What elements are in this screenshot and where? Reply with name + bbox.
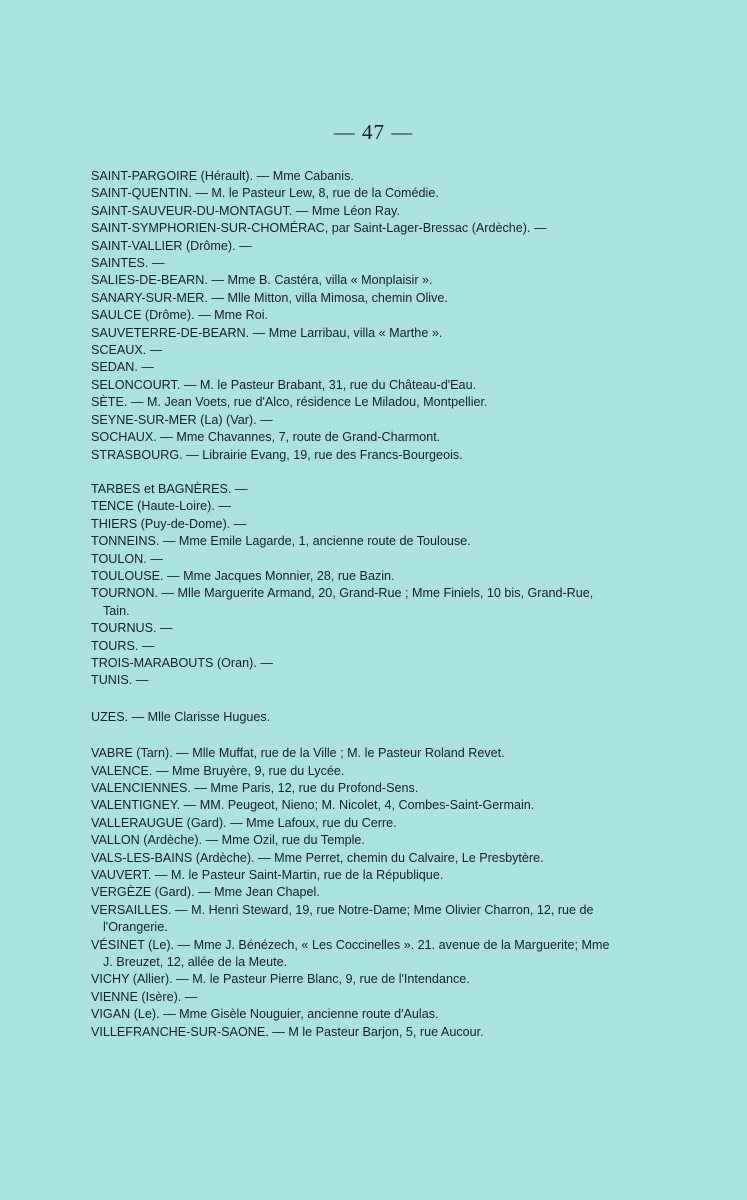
list-item: SELONCOURT. — M. le Pasteur Brabant, 31, rue du Château-d'Eau. [91, 377, 477, 392]
list-item: VERSAILLES. — M. Henri Steward, 19, rue Notre-Dame; Mme Olivier Charron, 12, rue de l'Orangerie. [91, 902, 594, 935]
list-item: STRASBOURG. — Librairie Evang, 19, rue des Francs-Bourgeois. [91, 447, 463, 462]
list-item: SCEAUX. — [91, 343, 163, 358]
list-item: SEYNE-SUR-MER (La) (Var). — [91, 412, 273, 427]
list-item: TOURNON. — Mlle Marguerite Armand, 20, Grand-Rue ; Mme Finiels, 10 bis, Grand-Rue, Tain. [91, 586, 594, 618]
list-item: VIENNE (Isère). — [91, 989, 198, 1004]
list-item: SAULCE (Drôme). — Mme Roi. [91, 308, 269, 323]
section-divider [91, 690, 621, 709]
list-item: SEDAN. — [91, 360, 154, 375]
list-item: VALLON (Ardèche). — Mme Ozil, rue du Temple. [91, 833, 365, 848]
list-item: SAINTES. — [91, 256, 165, 271]
list-item: SALIES-DE-BEARN. — Mme B. Castéra, villa « Monplaisir ». [91, 273, 433, 288]
list-item: TOURS. — [91, 638, 155, 653]
list-item: VALENTIGNEY. — MM. Peugeot, Nieno; M. Nicolet, 4, Combes-Saint-Germain. [91, 798, 535, 813]
list-item: VÉSINET (Le). — Mme J. Bénézech, « Les Coccinelles ». 21. avenue de la Marguerite; Mme J. Breuzet, 12, allée de la Meute. [91, 937, 610, 970]
list-item: VABRE (Tarn). — Mlle Muffat, rue de la Ville ; M. le Pasteur Roland Revet. [91, 746, 505, 761]
list-item: TOULON. — [91, 551, 163, 566]
section-s [91, 168, 621, 464]
list-item: VIGAN (Le). — Mme Gisèle Nouguier, ancienne route d'Aulas. [91, 1007, 439, 1022]
list-item: TENCE (Haute-Loire). — [91, 499, 231, 514]
directory-listing [91, 168, 621, 1041]
list-item: VILLEFRANCHE-SUR-SAONE. — M le Pasteur Barjon, 5, rue Aucour. [91, 1024, 484, 1039]
list-item: THIERS (Puy-de-Dome). — [91, 516, 247, 531]
list-item: SAINT-SYMPHORIEN-SUR-CHOMÉRAC, par Saint-Lager-Bressac (Ardèche). — [91, 221, 547, 236]
page-number: — 47 — [333, 120, 414, 144]
list-item: VICHY (Allier). — M. le Pasteur Pierre Blanc, 9, rue de l'Intendance. [91, 972, 470, 987]
list-item: VALLERAUGUE (Gard). — Mme Lafoux, rue du Cerre. [91, 815, 397, 830]
list-item: SAINT-QUENTIN. — M. le Pasteur Lew, 8, rue de la Comédie. [91, 186, 439, 201]
list-item: TUNIS. — [91, 673, 149, 688]
section-v [91, 745, 621, 1041]
list-item: VALENCE. — Mme Bruyère, 9, rue du Lycée. [91, 763, 345, 778]
list-item: SAINT-VALLIER (Drôme). — [91, 238, 252, 253]
list-item: VERGÈZE (Gard). — Mme Jean Chapel. [91, 885, 320, 900]
section-divider [91, 464, 621, 481]
list-item: TONNEINS. — Mme Emile Lagarde, 1, ancienne route de Toulouse. [91, 534, 471, 549]
list-item: TARBES et BAGNÈRES. — [91, 481, 248, 496]
section-u [91, 709, 621, 726]
list-item: SAUVETERRE-DE-BEARN. — Mme Larribau, villa « Marthe ». [91, 325, 443, 340]
list-item: UZES. — Mlle Clarisse Hugues. [91, 709, 271, 724]
list-item: SANARY-SUR-MER. — Mlle Mitton, villa Mimosa, chemin Olive. [91, 290, 448, 305]
list-item: TOULOUSE. — Mme Jacques Monnier, 28, rue Bazin. [91, 568, 395, 583]
list-item: TROIS-MARABOUTS (Oran). — [91, 655, 273, 670]
list-item: SAINT-SAUVEUR-DU-MONTAGUT. — Mme Léon Ray. [91, 203, 400, 218]
list-item: VAUVERT. — M. le Pasteur Saint-Martin, rue de la République. [91, 868, 444, 883]
section-divider [91, 726, 621, 745]
list-item: VALENCIENNES. — Mme Paris, 12, rue du Profond-Sens. [91, 781, 419, 795]
list-item: SÈTE. — M. Jean Voets, rue d'Alco, résidence Le Miladou, Montpellier. [91, 395, 488, 410]
section-t [91, 481, 621, 690]
list-item: VALS-LES-BAINS (Ardèche). — Mme Perret, chemin du Calvaire, Le Presbytère. [91, 850, 544, 865]
list-item: TOURNUS. — [91, 621, 173, 636]
list-item: SOCHAUX. — Mme Chavannes, 7, route de Grand-Charmont. [91, 430, 441, 445]
list-item: SAINT-PARGOIRE (Hérault). — Mme Cabanis. [91, 169, 354, 183]
